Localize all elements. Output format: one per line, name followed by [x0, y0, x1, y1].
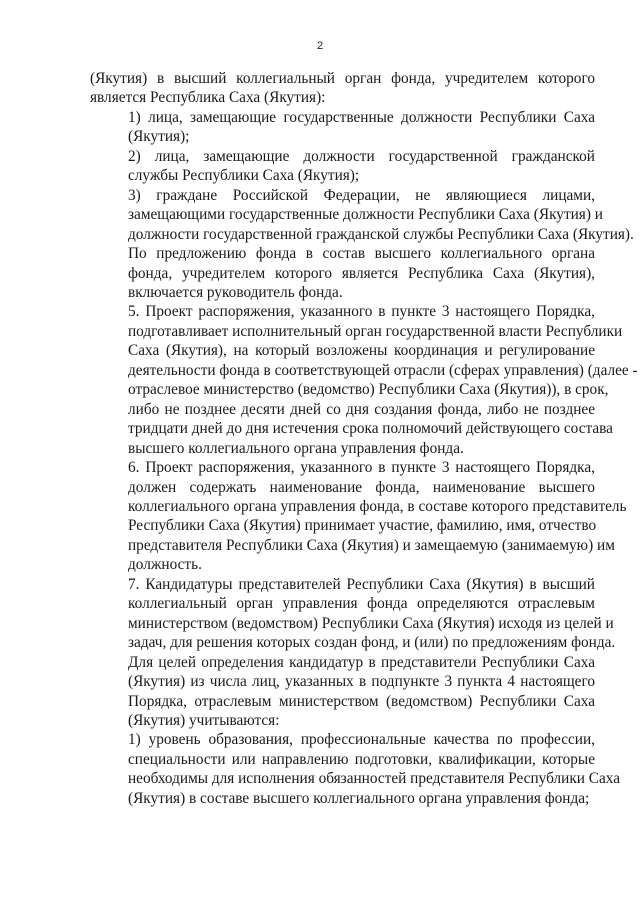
text-line: 2) лица, замещающие должности государственной гражданской — [128, 147, 595, 165]
page-number: 2 — [316, 40, 324, 52]
text-line: должен содержать наименование фонда, наименование высшего — [128, 478, 595, 496]
paragraph — [90, 575, 616, 653]
text-line: необходимы для исполнения обязанностей представителя Республики Саха — [128, 770, 620, 788]
text-line: отраслевое министерство (ведомство) Республики Саха (Якутия)), в срок, — [128, 381, 609, 399]
paragraph — [90, 69, 595, 108]
text-line: замещающими государственные должности Республики Саха (Якутия) и — [128, 206, 603, 224]
text-line: задач, для решения которых создан фонд, и (или) по предложениям фонда. — [128, 634, 616, 652]
text-line: 6. Проект распоряжения, указанного в пункте 3 настоящего Порядка, — [128, 459, 595, 477]
paragraph — [90, 108, 595, 147]
paragraph — [90, 244, 595, 302]
text-line: Порядка, отраслевым министерством (ведомством) Республики Саха — [128, 692, 595, 710]
text-line: По предложению фонда в состав высшего коллегиального органа — [128, 245, 595, 263]
text-line: специальности или направлению подготовки, квалификации, которые — [128, 750, 595, 768]
text-line: (Якутия) в высший коллегиальный орган фонда, учредителем которого — [90, 70, 595, 87]
text-line: 5. Проект распоряжения, указанного в пункте 3 настоящего Порядка, — [128, 303, 595, 321]
text-line: либо не позднее десяти дней со дня создания фонда, либо не позднее — [128, 400, 595, 418]
text-line: (Якутия) в составе высшего коллегиального органа управления фонда; — [128, 789, 590, 807]
document-body — [90, 69, 638, 808]
text-line: (Якутия) из числа лиц, указанных в подпункте 3 пункта 4 настоящего — [128, 673, 595, 691]
text-line: коллегиального органа управления фонда, в составе которого представитель — [128, 497, 627, 515]
text-line: министерством (ведомством) Республики Саха (Якутия) исходя из целей и — [128, 614, 614, 632]
text-line: 3) граждане Российской Федерации, не являющиеся лицами, — [128, 186, 595, 204]
text-line: (Якутия) учитываются: — [128, 711, 280, 729]
text-line: 7. Кандидатуры представителей Республики Саха (Якутия) в высший — [128, 575, 595, 593]
paragraph — [90, 186, 634, 244]
text-line: Республики Саха (Якутия) принимает участие, фамилию, имя, отчество — [128, 517, 597, 535]
text-line: коллегиальный орган управления фонда определяются отраслевым — [128, 595, 595, 613]
text-line: 1) лица, замещающие государственные должности Республики Саха — [128, 108, 595, 126]
text-line: 1) уровень образования, профессиональные качества по профессии, — [128, 731, 595, 749]
paragraph — [90, 730, 620, 808]
text-line: службы Республики Саха (Якутия); — [128, 167, 360, 185]
paragraph — [90, 147, 595, 186]
text-line: подготавливает исполнительный орган государственной власти Республики — [128, 322, 623, 340]
paragraph — [90, 653, 595, 731]
text-line: должности государственной гражданской службы Республики Саха (Якутия). — [128, 225, 634, 243]
text-line: высшего коллегиального органа управления фонда. — [128, 439, 464, 457]
text-line: фонда, учредителем которого является Республика Саха (Якутия), — [128, 264, 595, 282]
text-line: тридцати дней до дня истечения срока полномочий действующего состава — [128, 420, 613, 438]
text-line: включается руководитель фонда. — [128, 283, 343, 301]
paragraph — [90, 458, 627, 575]
text-line: Для целей определения кандидатур в представители Республики Саха — [128, 653, 595, 671]
text-line: должность. — [128, 556, 202, 574]
text-line: Саха (Якутия), на который возложены координация и регулирование — [128, 342, 595, 360]
text-line: является Республика Саха (Якутия): — [90, 89, 326, 107]
text-line: деятельности фонда в соответствующей отрасли (сферах управления) (далее - — [128, 361, 638, 379]
text-line: представителя Республики Саха (Якутия) и замещаемую (занимаемую) им — [128, 536, 615, 554]
paragraph — [90, 302, 638, 458]
text-line: (Якутия); — [128, 128, 190, 146]
